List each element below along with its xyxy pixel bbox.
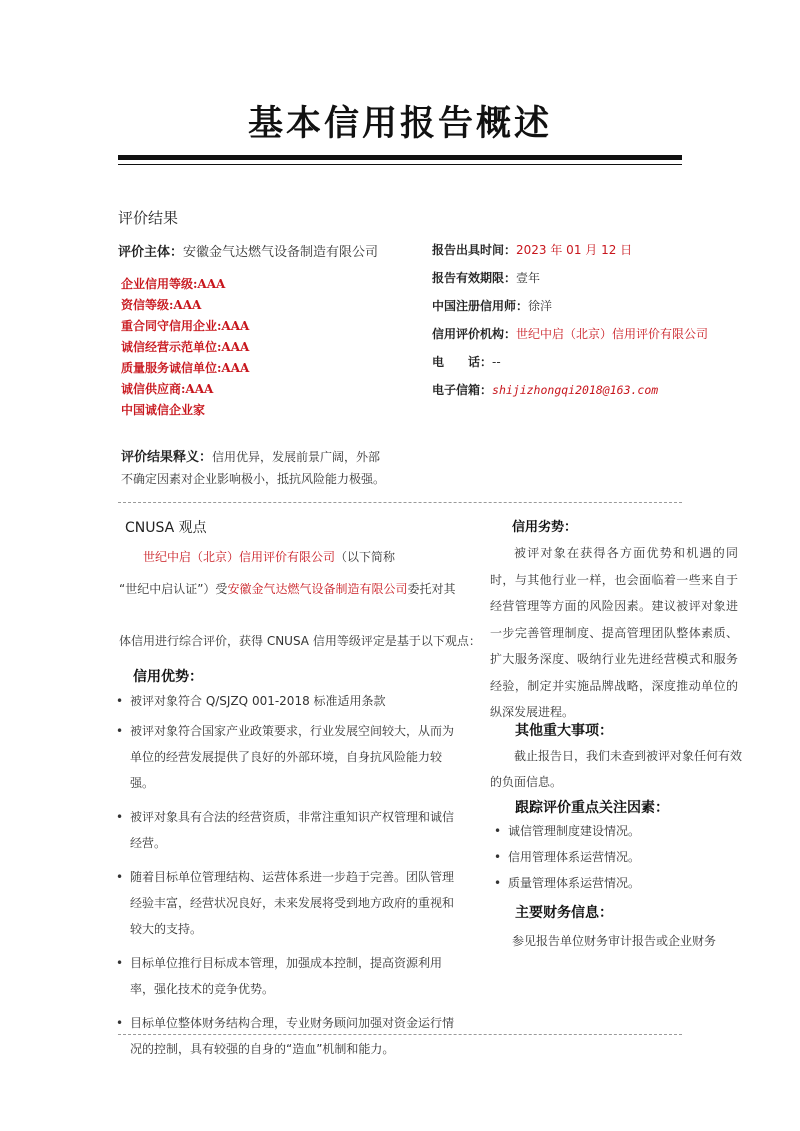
explain-label: 评价结果释义： (121, 450, 213, 465)
list-item: • 被评对象符合 Q/SJZQ 001-2018 标准适用条款 (116, 688, 464, 714)
list-item: • 信用管理体系运营情况。 (494, 844, 744, 870)
subject-value: 安徽金气达燃气设备制造有限公司 (183, 245, 379, 260)
disadvantage-heading: 信用劣势： (512, 520, 578, 535)
finance-text: 参见报告单位财务审计报告或企业财务 (512, 934, 717, 948)
divider-bottom (118, 1034, 682, 1035)
list-item: • 诚信管理制度建设情况。 (494, 818, 744, 844)
info-validity: 报告有效期限：壹年 (432, 271, 541, 285)
list-item: • 目标单位推行目标成本管理，加强成本控制，提高资源利用率，强化技术的竞争优势。 (116, 950, 464, 1002)
page-title: 基本信用报告概述 (247, 104, 552, 144)
rating-item: 质量服务诚信单位:AAA (121, 361, 250, 375)
title-rule-thin (118, 164, 682, 165)
major-text: 截止报告日，我们未查到被评对象任何有效的负面信息。 (490, 749, 743, 789)
rating-item: 诚信经营示范单位:AAA (121, 340, 250, 354)
rating-item: 资信等级:AAA (121, 298, 202, 312)
list-item: • 目标单位整体财务结构合理，专业财务顾问加强对资金运行情况的控制，具有较强的自身的“造血”机制和能力。 (116, 1010, 464, 1062)
subject-label: 评价主体： (118, 245, 184, 260)
info-email: 电子信箱：shijizhongqi2018@163.com (432, 383, 659, 397)
rating-item: 企业信用等级:AAA (121, 277, 226, 291)
info-issue-date: 报告出具时间：2023 年 01 月 12 日 (432, 243, 633, 257)
email-link[interactable]: shijizhongqi2018@163.com (492, 383, 659, 397)
disadvantage-text: 被评对象在获得各方面优势和机遇的同时，与其他行业一样，也会面临着一些来自于经营管理等方面的风险因素。建议被评对象进一步完善管理制度、提高管理团队整体素质、扩大服务深度、吸纳行业先进经营模式和服务经验，制定并实施品牌战略，深度推动单位的纵深发展进程。 (490, 546, 738, 719)
rating-item: 重合同守信用企业:AAA (121, 319, 250, 333)
tracking-list (494, 818, 744, 896)
cnusa-intro-line3: 体信用进行综合评价，获得 CNUSA 信用等级评定是基于以下观点： (119, 634, 481, 648)
cnusa-intro-line2: “世纪中启认证”）受安徽金气达燃气设备制造有限公司委托对其 (119, 582, 456, 596)
info-analyst: 中国注册信用师：徐洋 (432, 299, 553, 313)
cnusa-intro-line1: 世纪中启（北京）信用评价有限公司（以下简称 (143, 550, 396, 564)
list-item: • 被评对象符合国家产业政策要求，行业发展空间较大，从而为单位的经营发展提供了良好的外部环境，自身抗风险能力较强。 (116, 718, 464, 796)
advantages-list (116, 688, 464, 1062)
info-agency: 信用评价机构：世纪中启（北京）信用评价有限公司 (432, 327, 709, 341)
tracking-heading: 跟踪评价重点关注因素： (515, 800, 669, 816)
divider-top (118, 502, 682, 503)
list-item: • 被评对象具有合法的经营资质，非常注重知识产权管理和诚信经营。 (116, 804, 464, 856)
major-heading: 其他重大事项： (515, 723, 613, 739)
result-heading: 评价结果 (118, 209, 179, 227)
explain-line2: 不确定因素对企业影响极小，抵抗风险能力极强。 (121, 472, 386, 486)
cnusa-heading: CNUSA 观点 (125, 520, 207, 536)
list-item: • 随着目标单位管理结构、运营体系进一步趋于完善。团队管理经验丰富，经营状况良好，未来发展将受到地方政府的重视和较大的支持。 (116, 864, 464, 942)
rating-item: 中国诚信企业家 (121, 403, 206, 417)
ratings-list (121, 274, 249, 421)
finance-heading: 主要财务信息： (515, 905, 613, 921)
advantages-heading: 信用优势： (133, 669, 203, 685)
list-item: • 质量管理体系运营情况。 (494, 870, 744, 896)
rating-item: 诚信供应商:AAA (121, 382, 214, 396)
report-info (432, 241, 708, 409)
subject-line (118, 241, 378, 260)
title-rule-thick (118, 155, 682, 160)
explain-line1: 评价结果释义：信用优异，发展前景广阔，外部 (121, 450, 381, 465)
info-phone: 电 话：-- (432, 355, 501, 369)
